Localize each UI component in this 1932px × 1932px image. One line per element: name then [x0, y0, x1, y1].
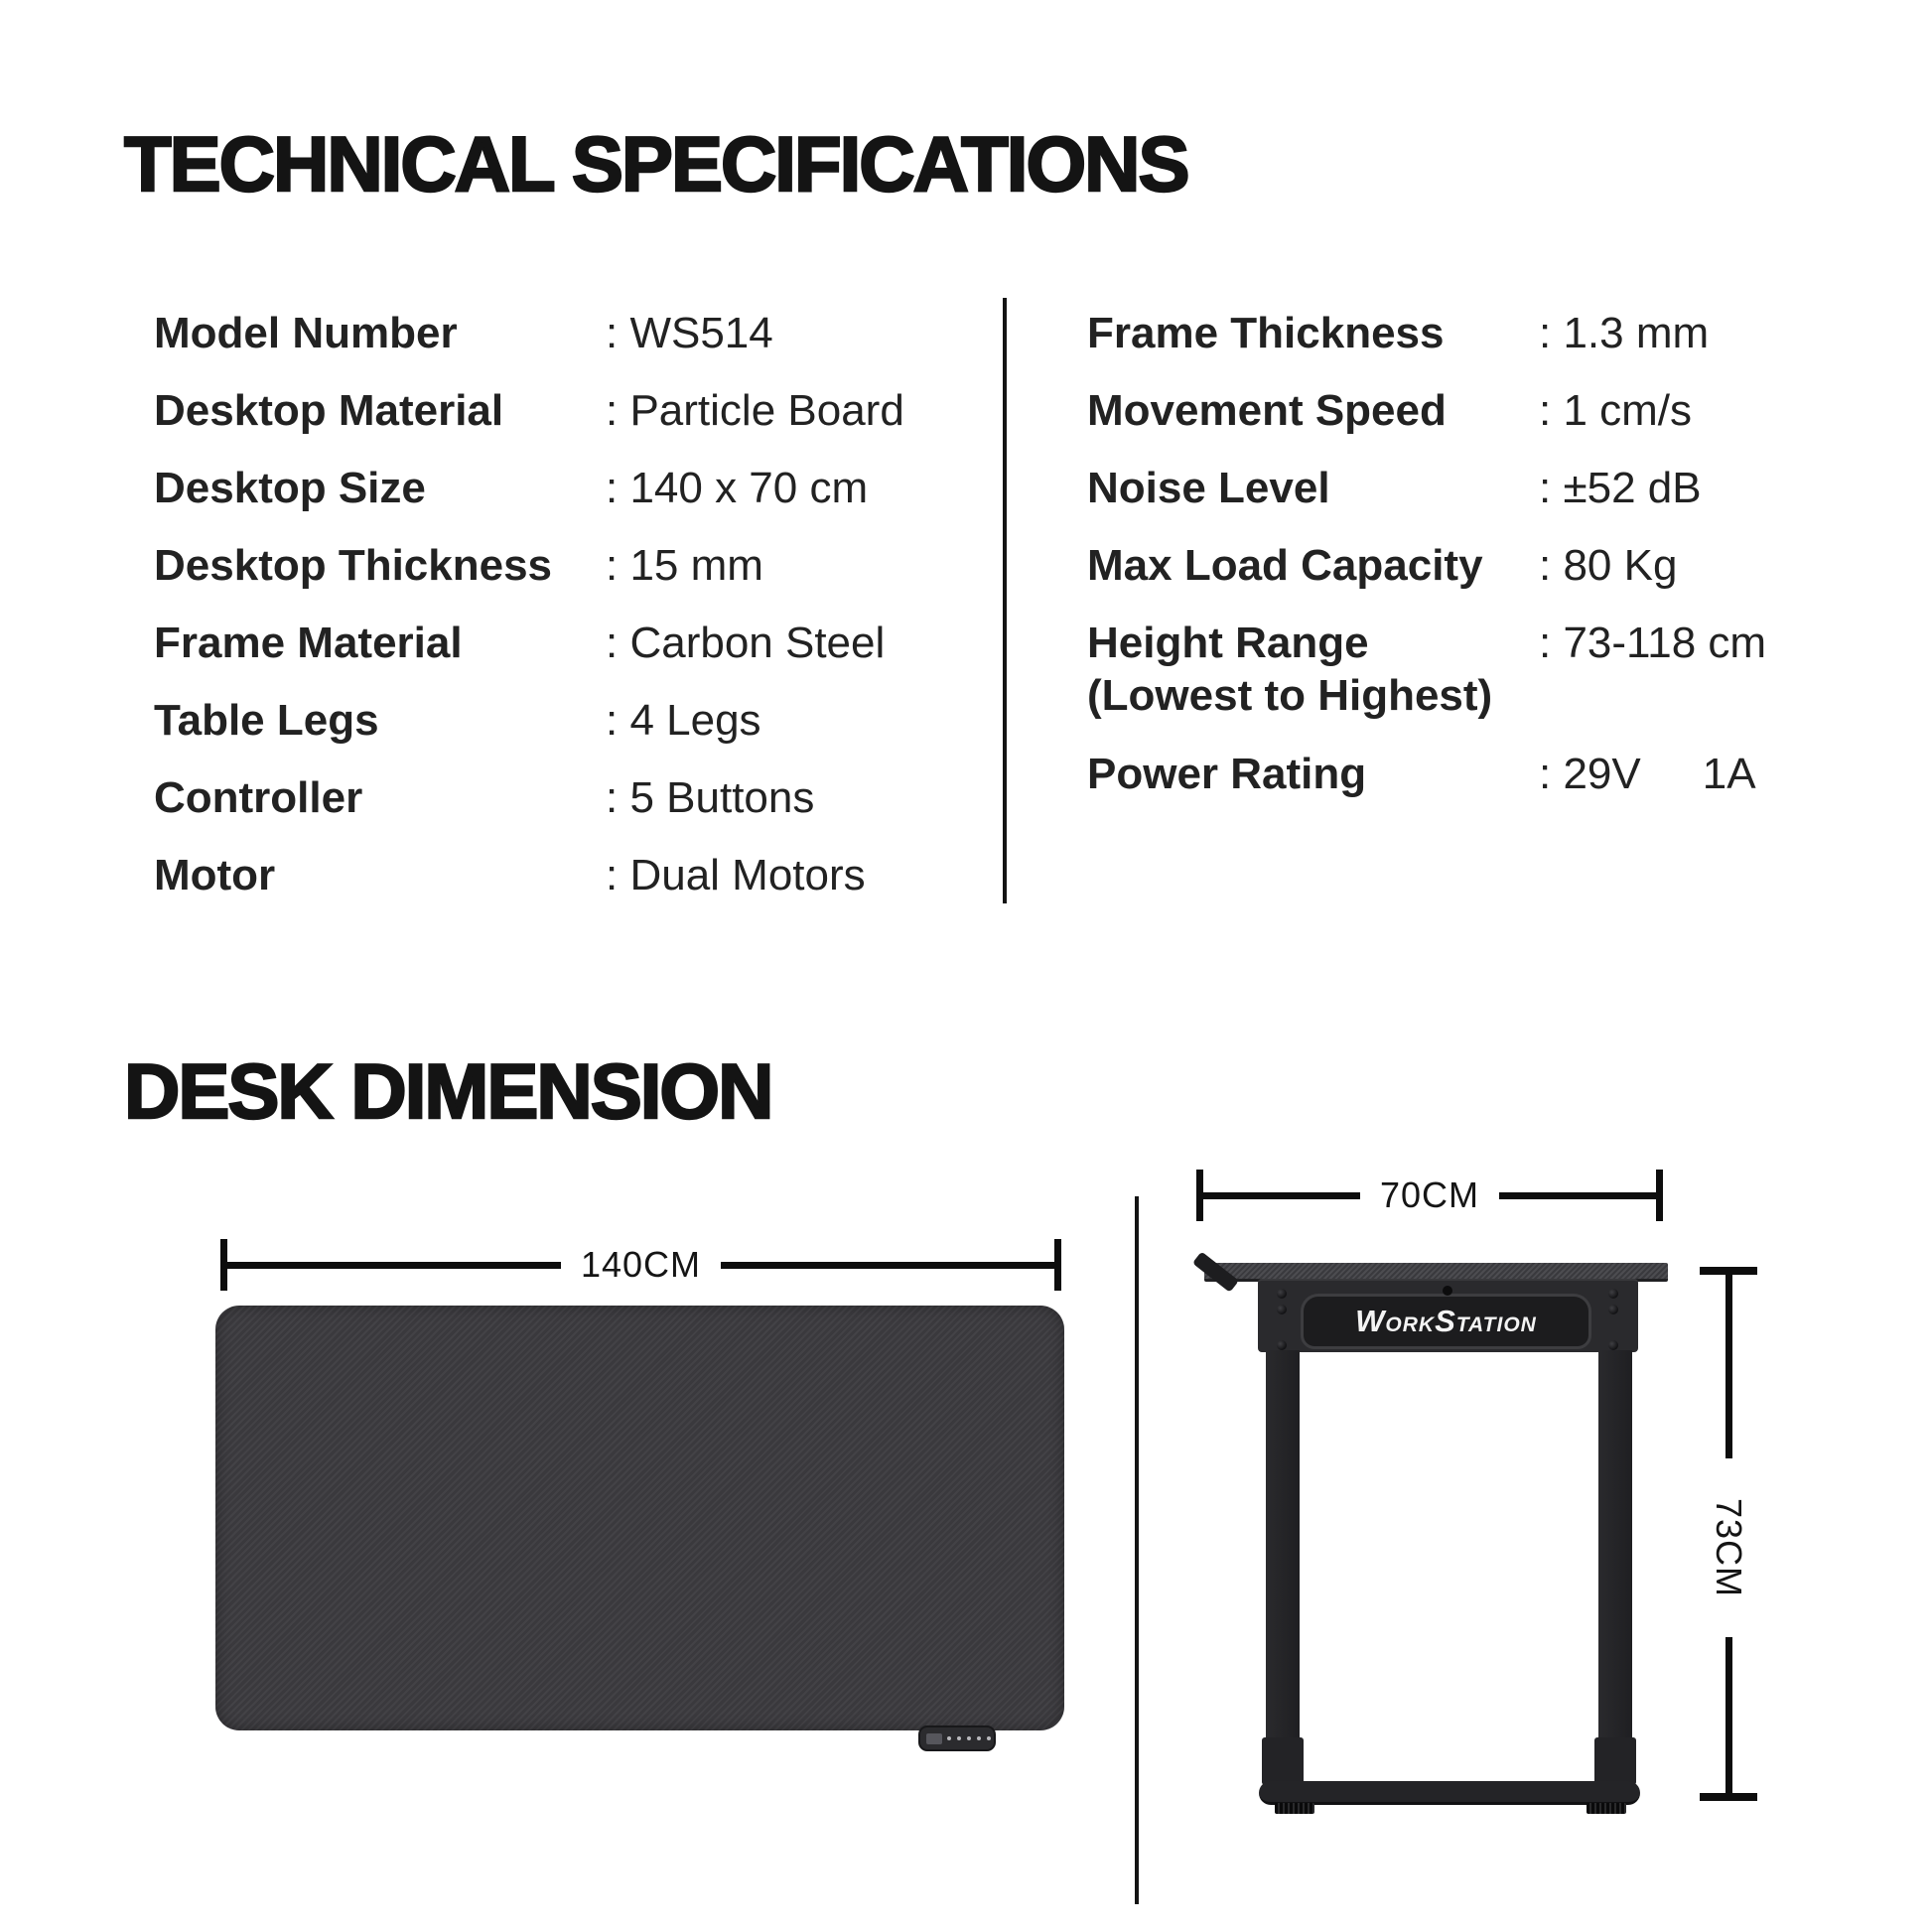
spec-label: Desktop Size	[154, 464, 426, 512]
dimension-end-cap	[1656, 1170, 1663, 1221]
screw-icon	[1277, 1340, 1287, 1350]
dimension-end-cap	[1054, 1239, 1061, 1291]
desk-dimension-title: DESK DIMENSION	[124, 1047, 772, 1135]
spec-label-subline: (Lowest to Highest)	[1087, 671, 1493, 720]
spec-row-noise-level	[1087, 463, 1881, 540]
leg-lower-tube-left	[1262, 1737, 1304, 1785]
spec-row-frame-thickness	[1087, 308, 1881, 385]
desk-depth-label: 70CM	[1379, 1174, 1480, 1215]
spec-label: Desktop Material	[154, 386, 504, 435]
depth-dimension-line	[1196, 1170, 1663, 1221]
spec-row-desktop-material	[154, 385, 998, 463]
spec-row-power-rating	[1087, 749, 1881, 826]
spec-label: Max Load Capacity	[1087, 541, 1483, 590]
spec-row-motor	[154, 850, 998, 927]
tech-specs-title: TECHNICAL SPECIFICATIONS	[124, 120, 1188, 207]
spec-row-desktop-size	[154, 463, 998, 540]
spec-row-movement-speed	[1087, 385, 1881, 463]
screw-icon	[1608, 1340, 1618, 1350]
spec-value: : 5 Buttons	[606, 773, 815, 822]
foot-pad-right	[1587, 1803, 1626, 1814]
desk-leg-left	[1266, 1350, 1300, 1742]
dimension-line-segment	[227, 1262, 561, 1269]
spec-label: Controller	[154, 773, 363, 822]
spec-value: : Dual Motors	[606, 851, 866, 899]
frame-beam	[1258, 1279, 1638, 1352]
desk-leg-right	[1598, 1350, 1632, 1742]
spec-label: Height Range	[1087, 619, 1369, 667]
spec-row-frame-material	[154, 618, 998, 695]
dimension-line-segment	[1499, 1192, 1656, 1199]
spec-row-height-range	[1087, 618, 1881, 749]
spec-value: : Particle Board	[606, 386, 904, 435]
controller-buttons	[947, 1736, 991, 1740]
spec-value: : WS514	[606, 309, 773, 357]
cable-hole-icon	[1443, 1286, 1452, 1296]
spec-value: : 80 Kg	[1539, 541, 1678, 590]
dimension-end-cap	[220, 1239, 227, 1291]
power-rating-voltage: : 29V	[1539, 750, 1641, 798]
spec-value: : ±52 dB	[1539, 464, 1702, 512]
dimension-line-segment	[1203, 1192, 1360, 1199]
spec-label: Desktop Thickness	[154, 541, 553, 590]
width-dimension-line	[220, 1238, 1061, 1292]
spec-value	[1539, 749, 1756, 800]
spec-row-max-load	[1087, 540, 1881, 618]
spec-label: Power Rating	[1087, 750, 1367, 798]
dimension-end-cap	[1196, 1170, 1203, 1221]
screw-icon	[1608, 1289, 1618, 1299]
spec-column-left	[154, 308, 998, 927]
spec-value: : Carbon Steel	[606, 619, 886, 667]
dimension-end-cap	[1700, 1793, 1757, 1801]
dimension-end-cap	[1700, 1267, 1757, 1275]
desktop-top-view	[215, 1306, 1064, 1730]
dimension-line-segment	[721, 1262, 1054, 1269]
desk-height-label: 73CM	[1709, 1497, 1749, 1598]
spec-row-controller	[154, 772, 998, 850]
dimension-line-segment	[1725, 1637, 1732, 1793]
spec-value: : 4 Legs	[606, 696, 761, 745]
spec-label: Noise Level	[1087, 464, 1330, 512]
spec-row-table-legs	[154, 695, 998, 772]
brand-logo: WORKSTATION	[1355, 1304, 1537, 1338]
power-rating-current: 1A	[1702, 750, 1756, 798]
dimension-line-segment	[1725, 1275, 1732, 1458]
spec-value: : 1 cm/s	[1539, 386, 1693, 435]
keypad-controller	[918, 1725, 996, 1751]
brand-plate	[1301, 1294, 1591, 1349]
spec-label: Model Number	[154, 309, 458, 357]
spec-label: Frame Material	[154, 619, 463, 667]
controller-display	[926, 1733, 942, 1744]
spec-value: : 140 x 70 cm	[606, 464, 869, 512]
foot-pad-left	[1275, 1803, 1314, 1814]
spec-column-right	[1087, 308, 1881, 826]
spec-value: : 1.3 mm	[1539, 309, 1710, 357]
spec-label: Frame Thickness	[1087, 309, 1445, 357]
foot-bar	[1259, 1781, 1640, 1805]
spec-value: : 15 mm	[606, 541, 763, 590]
height-dimension-line	[1700, 1267, 1757, 1801]
spec-row-model-number	[154, 308, 998, 385]
screw-icon	[1277, 1289, 1287, 1299]
desk-width-label: 140CM	[580, 1244, 702, 1285]
spec-label: Motor	[154, 851, 276, 899]
spec-label: Table Legs	[154, 696, 379, 745]
spec-columns-divider	[1003, 298, 1007, 903]
screw-icon	[1277, 1305, 1287, 1314]
spec-row-desktop-thickness	[154, 540, 998, 618]
spec-label: Movement Speed	[1087, 386, 1447, 435]
spec-value: : 73-118 cm	[1539, 619, 1767, 667]
diagram-divider	[1135, 1196, 1139, 1904]
screw-icon	[1608, 1305, 1618, 1314]
leg-lower-tube-right	[1594, 1737, 1636, 1785]
